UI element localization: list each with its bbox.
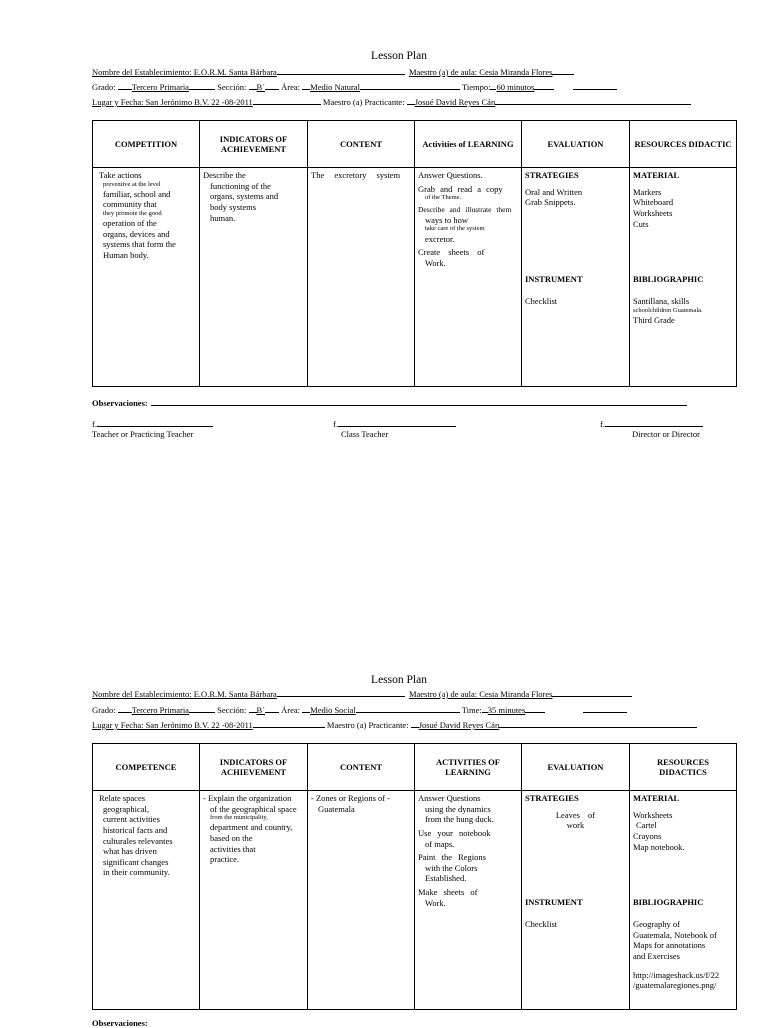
area-value: Medio Social — [310, 705, 356, 715]
strategies-label: STRATEGIES — [525, 793, 579, 803]
place-date-label: Lugar y Fecha: San Jerónimo B.V. 22 -08-2011 — [92, 720, 253, 730]
evaluation-cell: STRATEGIES Oral and Written Grab Snippets. INSTRUMENT Checklist — [522, 168, 630, 387]
grade-label: Grado: — [92, 705, 116, 715]
evaluation-cell: STRATEGIES Leaves of work INSTRUMENT Checklist — [522, 791, 630, 1010]
activities-cell: Answer Questions. Grab and read a copy of the Theme. Describe and illustrate them ways to how take care of the system excretor. Create sheets of Work. — [415, 168, 522, 387]
signature-class-teacher: f. Class Teacher — [333, 419, 456, 439]
header-row-1 — [92, 66, 574, 77]
observations-2: Observaciones: — [92, 1018, 148, 1028]
col-content: CONTENT — [308, 121, 415, 168]
col-evaluation: EVALUATION — [522, 744, 630, 791]
section-label: Sección: — [217, 82, 247, 92]
grade-value: Tercero Primaria — [131, 705, 189, 715]
establishment-label: Nombre del Establecimiento: E.O.R.M. Santa Bárbara — [92, 689, 277, 699]
header-row-3 — [92, 96, 691, 107]
strategies-label: STRATEGIES — [525, 170, 579, 180]
col-indicators: INDICATORS OF ACHIEVEMENT — [200, 121, 308, 168]
signature-director: f. Director or Director — [600, 419, 703, 439]
bibliographic-text: Geography of Guatemala, Notebook of Maps for annotations and Exercises http://imageshack.us/f/22 /guatemalaregiones.png/ — [633, 919, 720, 991]
bibliographic-label: BIBLIOGRAPHIC — [633, 274, 704, 284]
material-label: MATERIAL — [633, 170, 680, 180]
time-value: 60 minutos — [496, 82, 535, 92]
header-row-1 — [92, 688, 632, 699]
place-date-label: Lugar y Fecha: San Jerónimo B.V. 22 -08-2011 — [92, 97, 253, 107]
content-cell: - Zones or Regions of - Guatemala — [308, 791, 415, 1010]
resources-cell: MATERIAL Worksheets Cartel Crayons Map notebook. BIBLIOGRAPHIC Geography of Guatemala, Notebook of Maps for annotations and Exercises http://imageshack.us/f/22 /guatemalaregiones.png/ — [630, 791, 737, 1010]
bibliographic-label: BIBLIOGRAPHIC — [633, 897, 704, 907]
header-row-2 — [92, 81, 617, 92]
grade-value: Tercero Primaria — [131, 82, 189, 92]
col-resources: RESOURCES DIDACTIC — [630, 121, 737, 168]
plan-title: Lesson Plan — [371, 674, 427, 686]
section-label: Sección: — [217, 705, 247, 715]
area-label: Área: — [281, 705, 301, 715]
area-label: Área: — [281, 82, 301, 92]
instrument-value: Checklist — [525, 296, 558, 306]
header-row-2 — [92, 704, 627, 715]
time-label: Time: — [461, 705, 482, 715]
time-value: 35 minutes — [487, 705, 526, 715]
signature-teacher: f. Teacher or Practicing Teacher — [92, 419, 213, 439]
establishment-label: Nombre del Establecimiento: E.O.R.M. Santa Bárbara — [92, 67, 277, 77]
content-cell: The excretory system — [308, 168, 415, 387]
bibliographic-link: http://imageshack.us/f/22 /guatemalaregiones.png/ — [633, 969, 720, 991]
section-value: B´ — [256, 82, 265, 92]
instrument-value: Checklist — [525, 919, 558, 929]
plan-title: Lesson Plan — [371, 50, 427, 62]
grade-label: Grado: — [92, 82, 116, 92]
practicing-teacher-label: Maestro (a) Practicante: — [322, 97, 405, 107]
col-competition: COMPETITION — [93, 121, 200, 168]
practicing-teacher-label: Maestro (a) Practicante: — [326, 720, 409, 730]
col-resources: RESOURCES DIDACTICS — [630, 744, 737, 791]
activities-cell: Answer Questions using the dynamics from the hung duck. Use your notebook of maps. Paint the Regions with the Colors Established. Make sheets of Work. — [415, 791, 522, 1010]
classroom-teacher-label: Maestro (a) de aula: Cesia Miranda Flores — [408, 67, 553, 77]
header-row-3 — [92, 719, 697, 730]
instrument-label: INSTRUMENT — [525, 274, 583, 284]
col-competence: COMPETENCE — [93, 744, 200, 791]
classroom-teacher-label: Maestro (a) de aula: Cesia Miranda Flores — [408, 689, 553, 699]
section-value: B´ — [256, 705, 265, 715]
area-value: Medio Natural — [310, 82, 360, 92]
lesson-table-2 — [92, 743, 737, 1010]
competition-cell: Take actions preventive at the level familiar, school and community that they promote the good operation of the organs, devices and systems that form the Human body. — [93, 168, 200, 387]
indicators-cell: Describe the functioning of the organs, systems and body systems human. — [200, 168, 308, 387]
observations-1: Observaciones: — [92, 398, 687, 408]
indicators-cell: - Explain the organization of the geographical space from the municipality, department and country, based on the activities that practice. — [200, 791, 308, 1010]
col-content: CONTENT — [308, 744, 415, 791]
instrument-label: INSTRUMENT — [525, 897, 583, 907]
resources-cell: MATERIAL Markers Whiteboard Worksheets Cuts BIBLIOGRAPHIC Santillana, skills schoolchildren Guatemala. Third Grade — [630, 168, 737, 387]
time-label: Tiempo: — [461, 82, 491, 92]
practicing-teacher-value: Josué David Reyes Cán — [418, 720, 500, 730]
col-indicators: INDICATORS OF ACHIEVEMENT — [200, 744, 308, 791]
lesson-table-1 — [92, 120, 737, 387]
material-label: MATERIAL — [633, 793, 680, 803]
col-activities: Activities of LEARNING — [415, 121, 522, 168]
bibliographic-text: Santillana, skills schoolchildren Guatemala. Third Grade — [633, 296, 703, 325]
competence-cell: Relate spaces geographical, current activities historical facts and culturales relevantes what has driven significant changes in their community. — [93, 791, 200, 1010]
practicing-teacher-value: Josué David Reyes Cán — [414, 97, 496, 107]
col-activities: ACTIVITIES OF LEARNING — [415, 744, 522, 791]
col-evaluation: EVALUATION — [522, 121, 630, 168]
